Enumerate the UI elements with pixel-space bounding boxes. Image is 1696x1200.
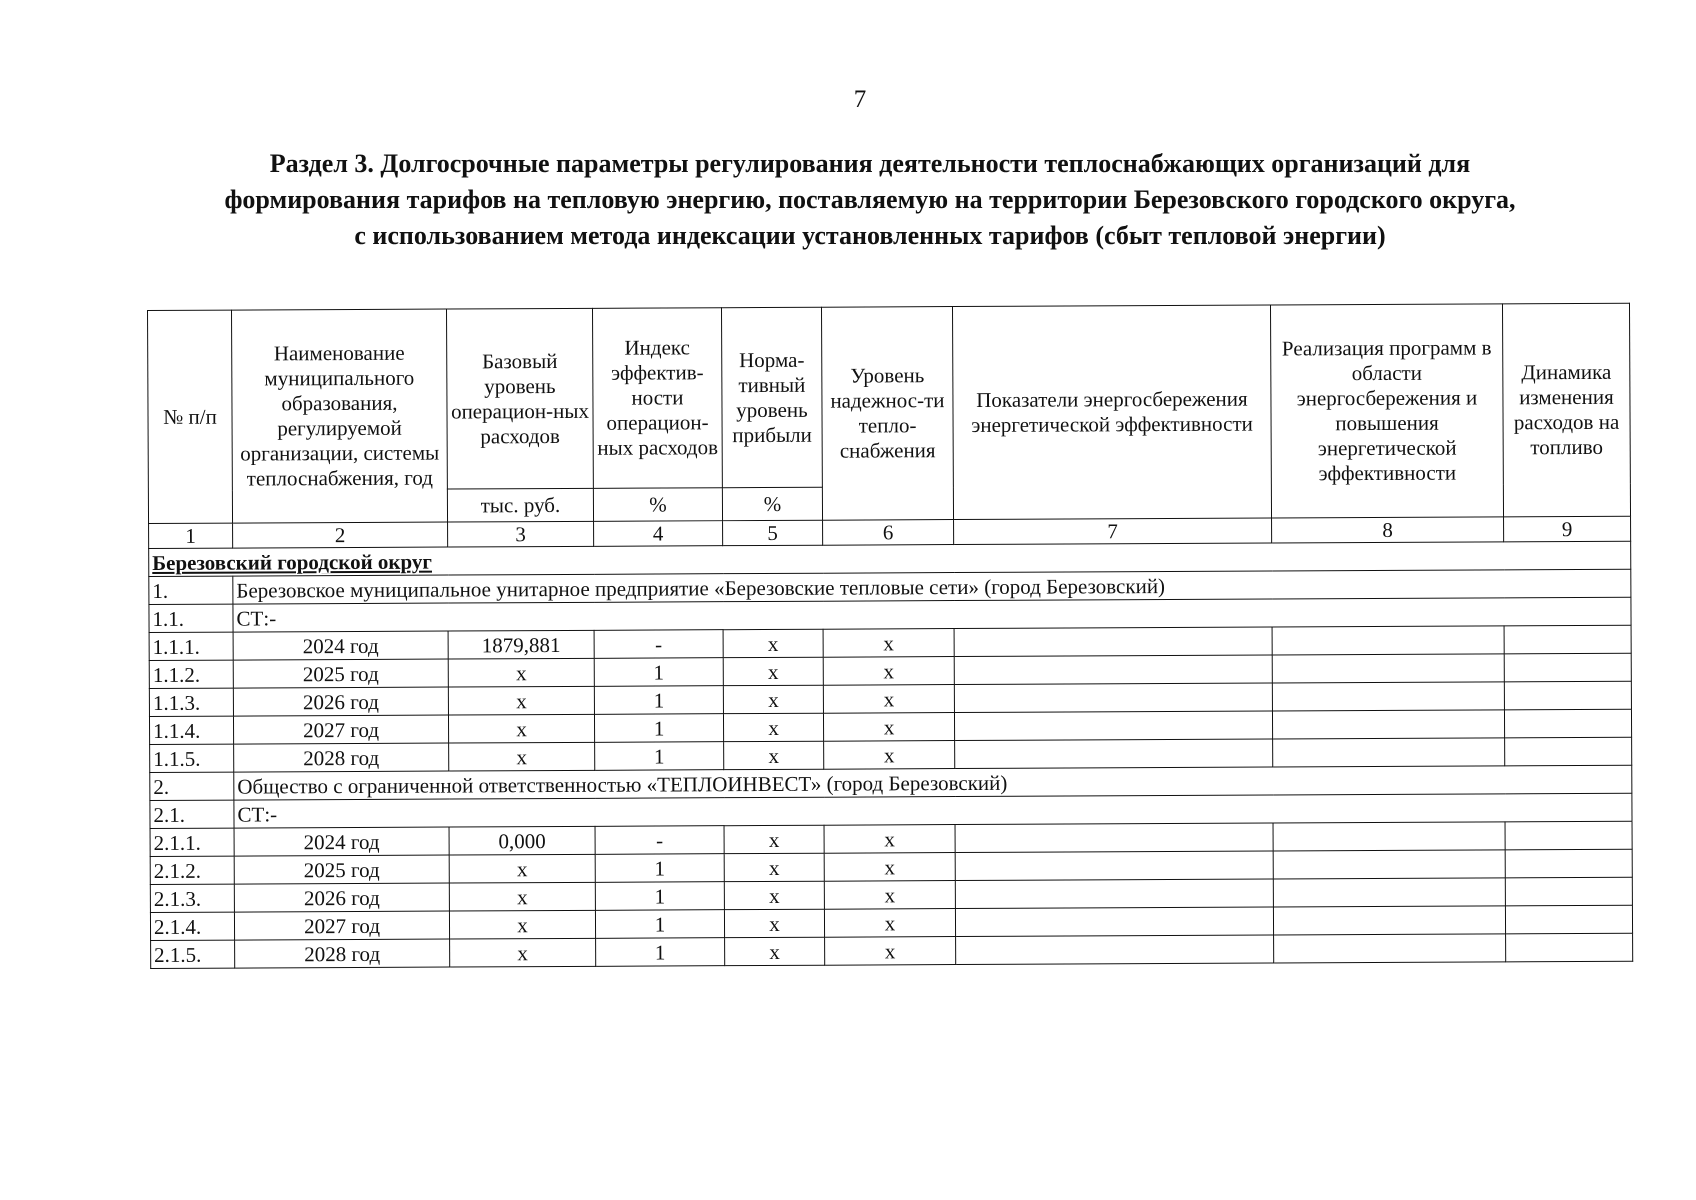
col-number: 9	[1504, 516, 1631, 542]
row-year: 2026 год	[233, 687, 448, 716]
row-efficiency-index: 1	[594, 658, 723, 687]
row-reliability: x	[823, 713, 954, 742]
row-reliability: x	[824, 825, 955, 854]
col-number: 8	[1272, 517, 1504, 543]
org-name: Березовское муниципальное унитарное предприятие «Березовские тепловые сети» (город Березовский)	[233, 569, 1631, 604]
org-name: Общество с ограниченной ответственностью «ТЕПЛОИНВЕСТ» (город Березовский)	[234, 765, 1632, 800]
row-base-opex: x	[448, 686, 594, 715]
row-fuel-dynamics	[1506, 933, 1633, 962]
row-base-opex: x	[449, 910, 595, 939]
row-fuel-dynamics	[1505, 849, 1632, 878]
row-energy-saving	[955, 879, 1273, 909]
col-number: 3	[448, 521, 594, 547]
row-energy-saving	[955, 907, 1273, 937]
row-year: 2024 год	[234, 827, 449, 856]
row-profit: x	[723, 685, 823, 713]
row-num: 2.1.4.	[150, 912, 234, 940]
row-base-opex: x	[449, 854, 595, 883]
unit-base-opex: тыс. руб.	[447, 488, 593, 522]
row-efficiency-index: 1	[596, 938, 725, 967]
org-num: 1.	[149, 576, 233, 604]
row-reliability: x	[823, 685, 954, 714]
row-reliability: x	[824, 741, 955, 770]
system-name: СТ:-	[234, 793, 1632, 828]
row-base-opex: x	[450, 938, 596, 967]
page-number: 7	[853, 86, 867, 113]
row-energy-saving	[954, 627, 1272, 657]
header-num: № п/п	[148, 310, 233, 523]
row-efficiency-index: 1	[595, 742, 724, 771]
row-year: 2025 год	[233, 659, 448, 688]
row-profit: x	[723, 713, 823, 741]
unit-efficiency-index: %	[593, 488, 722, 522]
row-energy-saving	[956, 935, 1274, 965]
row-fuel-dynamics	[1505, 877, 1632, 906]
row-efficiency-index: 1	[595, 854, 724, 883]
row-year: 2028 год	[234, 743, 449, 772]
col-number: 5	[723, 520, 823, 545]
row-profit: x	[724, 881, 824, 909]
row-efficiency-index: -	[594, 630, 723, 659]
row-fuel-dynamics	[1504, 653, 1631, 682]
row-num: 1.1.1.	[149, 632, 233, 660]
parameters-table	[147, 303, 1633, 969]
row-programs	[1273, 878, 1505, 907]
row-base-opex: 1879,881	[448, 630, 594, 659]
row-base-opex: x	[449, 742, 595, 771]
row-efficiency-index: -	[595, 826, 724, 855]
title-line-1: Раздел 3. Долгосрочные параметры регулирования деятельности теплоснабжающих организаций для	[269, 149, 1471, 178]
header-name: Наименование муниципального образования, регулируемой организации, системы теплоснабжения, год	[232, 309, 448, 523]
row-fuel-dynamics	[1505, 737, 1632, 766]
system-name: СТ:-	[233, 597, 1631, 632]
col-number: 1	[149, 523, 233, 548]
row-efficiency-index: 1	[595, 910, 724, 939]
row-num: 2.1.5.	[151, 940, 235, 968]
row-programs	[1273, 738, 1505, 767]
header-base-opex: Базовый уровень операцион-ных расходов	[446, 308, 593, 489]
row-num: 2.1.2.	[150, 856, 234, 884]
header-efficiency-index: Индекс эффектив-ности операцион-ных расходов	[592, 308, 722, 489]
header-profit: Норма-тивный уровень прибыли	[721, 307, 822, 487]
row-energy-saving	[954, 683, 1272, 713]
row-year: 2027 год	[234, 911, 449, 940]
row-num: 1.1.2.	[149, 660, 233, 688]
row-reliability: x	[824, 881, 955, 910]
row-fuel-dynamics	[1505, 905, 1632, 934]
row-energy-saving	[954, 655, 1272, 685]
row-efficiency-index: 1	[594, 714, 723, 743]
title-line-3: с использованием метода индексации установленных тарифов (сбыт тепловой энергии)	[354, 221, 1386, 250]
row-profit: x	[724, 853, 824, 881]
col-number: 2	[233, 522, 448, 548]
row-programs	[1273, 822, 1505, 851]
col-number: 4	[594, 521, 723, 547]
row-programs	[1272, 654, 1504, 683]
row-fuel-dynamics	[1504, 681, 1631, 710]
row-profit: x	[723, 629, 823, 657]
row-efficiency-index: 1	[595, 882, 724, 911]
row-year: 2027 год	[233, 715, 448, 744]
row-reliability: x	[824, 909, 955, 938]
row-profit: x	[724, 825, 824, 853]
header-programs: Реализация программ в области энергосбережения и повышения энергетической эффективности	[1270, 304, 1503, 518]
row-energy-saving	[955, 851, 1273, 881]
page-title	[150, 146, 1590, 254]
org-num: 2.	[150, 772, 234, 800]
section-title: Березовский городской округ	[149, 541, 1631, 576]
row-programs	[1274, 934, 1506, 963]
row-programs	[1272, 682, 1504, 711]
row-efficiency-index: 1	[594, 686, 723, 715]
row-year: 2026 год	[234, 883, 449, 912]
row-reliability: x	[824, 853, 955, 882]
row-fuel-dynamics	[1504, 709, 1631, 738]
row-profit: x	[724, 741, 824, 769]
row-profit: x	[724, 909, 824, 937]
row-profit: x	[725, 937, 825, 965]
row-base-opex: 0,000	[449, 826, 595, 855]
row-year: 2024 год	[233, 631, 448, 660]
title-line-2: формирования тарифов на тепловую энергию, поставляемую на территории Березовского городского округа,	[224, 185, 1516, 214]
row-programs	[1273, 906, 1505, 935]
header-fuel-dynamics: Динамика изменения расходов на топливо	[1502, 303, 1630, 517]
system-num: 1.1.	[149, 604, 233, 632]
row-reliability: x	[825, 937, 956, 966]
row-num: 2.1.3.	[150, 884, 234, 912]
row-energy-saving	[955, 823, 1273, 853]
system-num: 2.1.	[150, 800, 234, 828]
parameters-table-wrapper	[147, 303, 1632, 969]
row-year: 2028 год	[235, 939, 450, 968]
row-year: 2025 год	[234, 855, 449, 884]
row-profit: x	[723, 657, 823, 685]
row-energy-saving	[954, 711, 1272, 741]
row-base-opex: x	[448, 658, 594, 687]
col-number: 7	[954, 518, 1272, 545]
col-number: 6	[823, 520, 954, 546]
row-num: 1.1.5.	[150, 744, 234, 772]
row-base-opex: x	[448, 714, 594, 743]
row-fuel-dynamics	[1504, 625, 1631, 654]
row-energy-saving	[955, 739, 1273, 769]
row-reliability: x	[823, 657, 954, 686]
header-energy-saving: Показатели энергосбережения энергетической эффективности	[952, 305, 1271, 520]
row-base-opex: x	[449, 882, 595, 911]
row-programs	[1273, 850, 1505, 879]
row-reliability: x	[823, 629, 954, 658]
row-num: 1.1.3.	[149, 688, 233, 716]
row-programs	[1272, 710, 1504, 739]
table-row	[151, 933, 1633, 968]
row-num: 2.1.1.	[150, 828, 234, 856]
row-num: 1.1.4.	[149, 716, 233, 744]
header-reliability: Уровень надежнос-ти тепло-снабжения	[821, 307, 953, 521]
row-fuel-dynamics	[1505, 821, 1632, 850]
unit-profit: %	[722, 487, 822, 520]
row-programs	[1272, 626, 1504, 655]
